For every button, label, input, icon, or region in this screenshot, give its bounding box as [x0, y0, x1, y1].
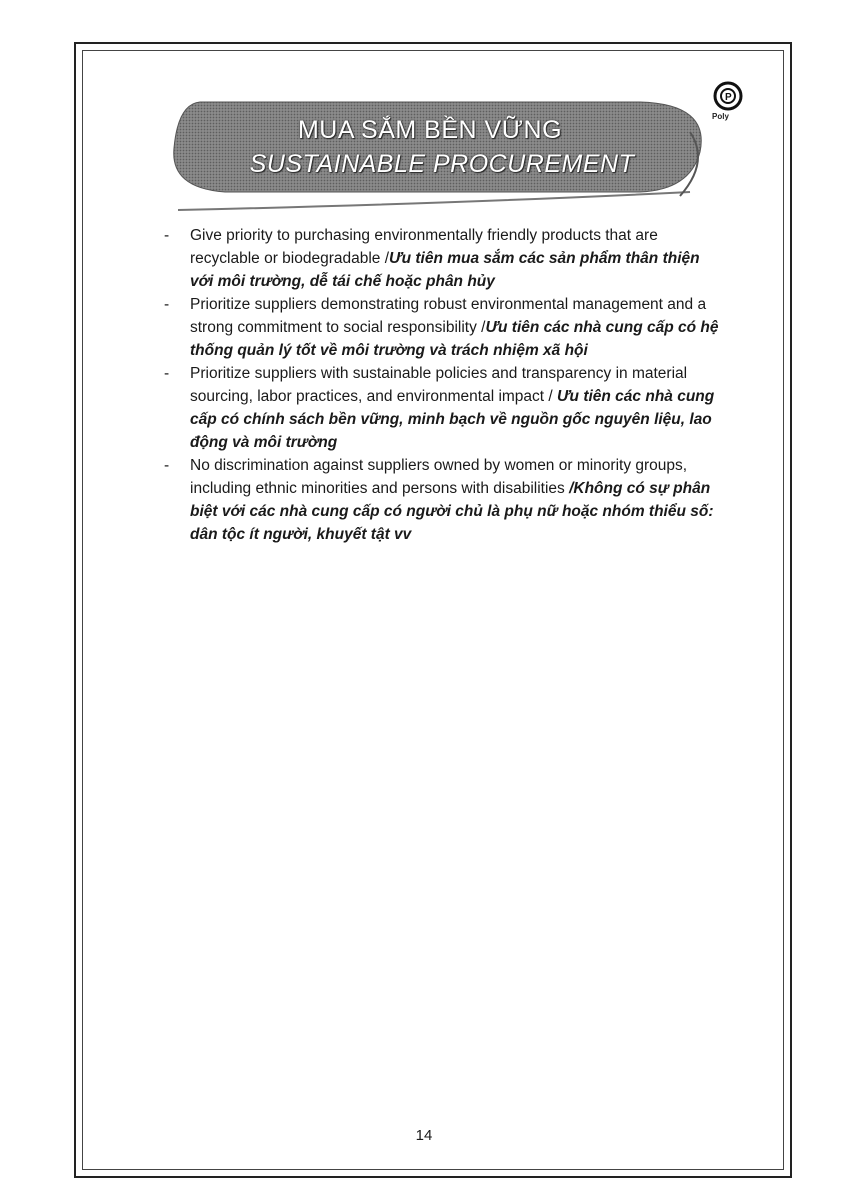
- list-item: [160, 454, 720, 546]
- dash-bullet: -: [164, 227, 170, 244]
- item-english-text: Prioritize suppliers demonstrating robust environmental management and a strong commitment to social responsibility /: [190, 296, 707, 336]
- list-item: [160, 224, 720, 293]
- bullet-list: [160, 224, 720, 546]
- logo-text: Poly: [712, 112, 729, 121]
- dash-bullet: -: [164, 296, 170, 313]
- page-border-inner: [82, 50, 784, 1170]
- page-number: 14: [415, 1127, 433, 1144]
- svg-text:P: P: [725, 92, 732, 103]
- title-vietnamese: MUA SẮM BỀN VỮNG: [297, 116, 563, 144]
- item-english-text: Give priority to purchasing environmentally friendly products that are recyclable or biodegradable /: [190, 227, 658, 267]
- item-vietnamese-text: /Không có sự phân biệt với các nhà cung cấp có người chủ là phụ nữ hoặc nhóm thiểu số: dân tộc ít người, khuyết tật vv: [190, 480, 714, 543]
- item-vietnamese-text: Ưu tiên mua sắm các sản phẩm thân thiện với môi trường, dễ tái chế hoặc phân hủy: [190, 250, 700, 290]
- item-vietnamese-text: Ưu tiên các nhà cung cấp có hệ thống quản lý tốt về môi trường và trách nhiệm xã hội: [190, 319, 719, 359]
- list-item: [160, 362, 720, 454]
- item-english-text: Prioritize suppliers with sustainable policies and transparency in material sourcing, labor practices, and environmental impact /: [190, 365, 688, 405]
- item-english-text: No discrimination against suppliers owned by women or minority groups, including ethnic minorities and persons with disabilities: [190, 457, 688, 497]
- list-item: [160, 293, 720, 362]
- dash-bullet: -: [164, 365, 170, 382]
- dash-bullet: -: [164, 457, 170, 474]
- item-vietnamese-text: Ưu tiên các nhà cung cấp có chính sách bền vững, minh bạch về nguồn gốc nguyên liệu, lao động và môi trường: [190, 388, 715, 451]
- title-english: SUSTAINABLE PROCUREMENT: [249, 150, 635, 178]
